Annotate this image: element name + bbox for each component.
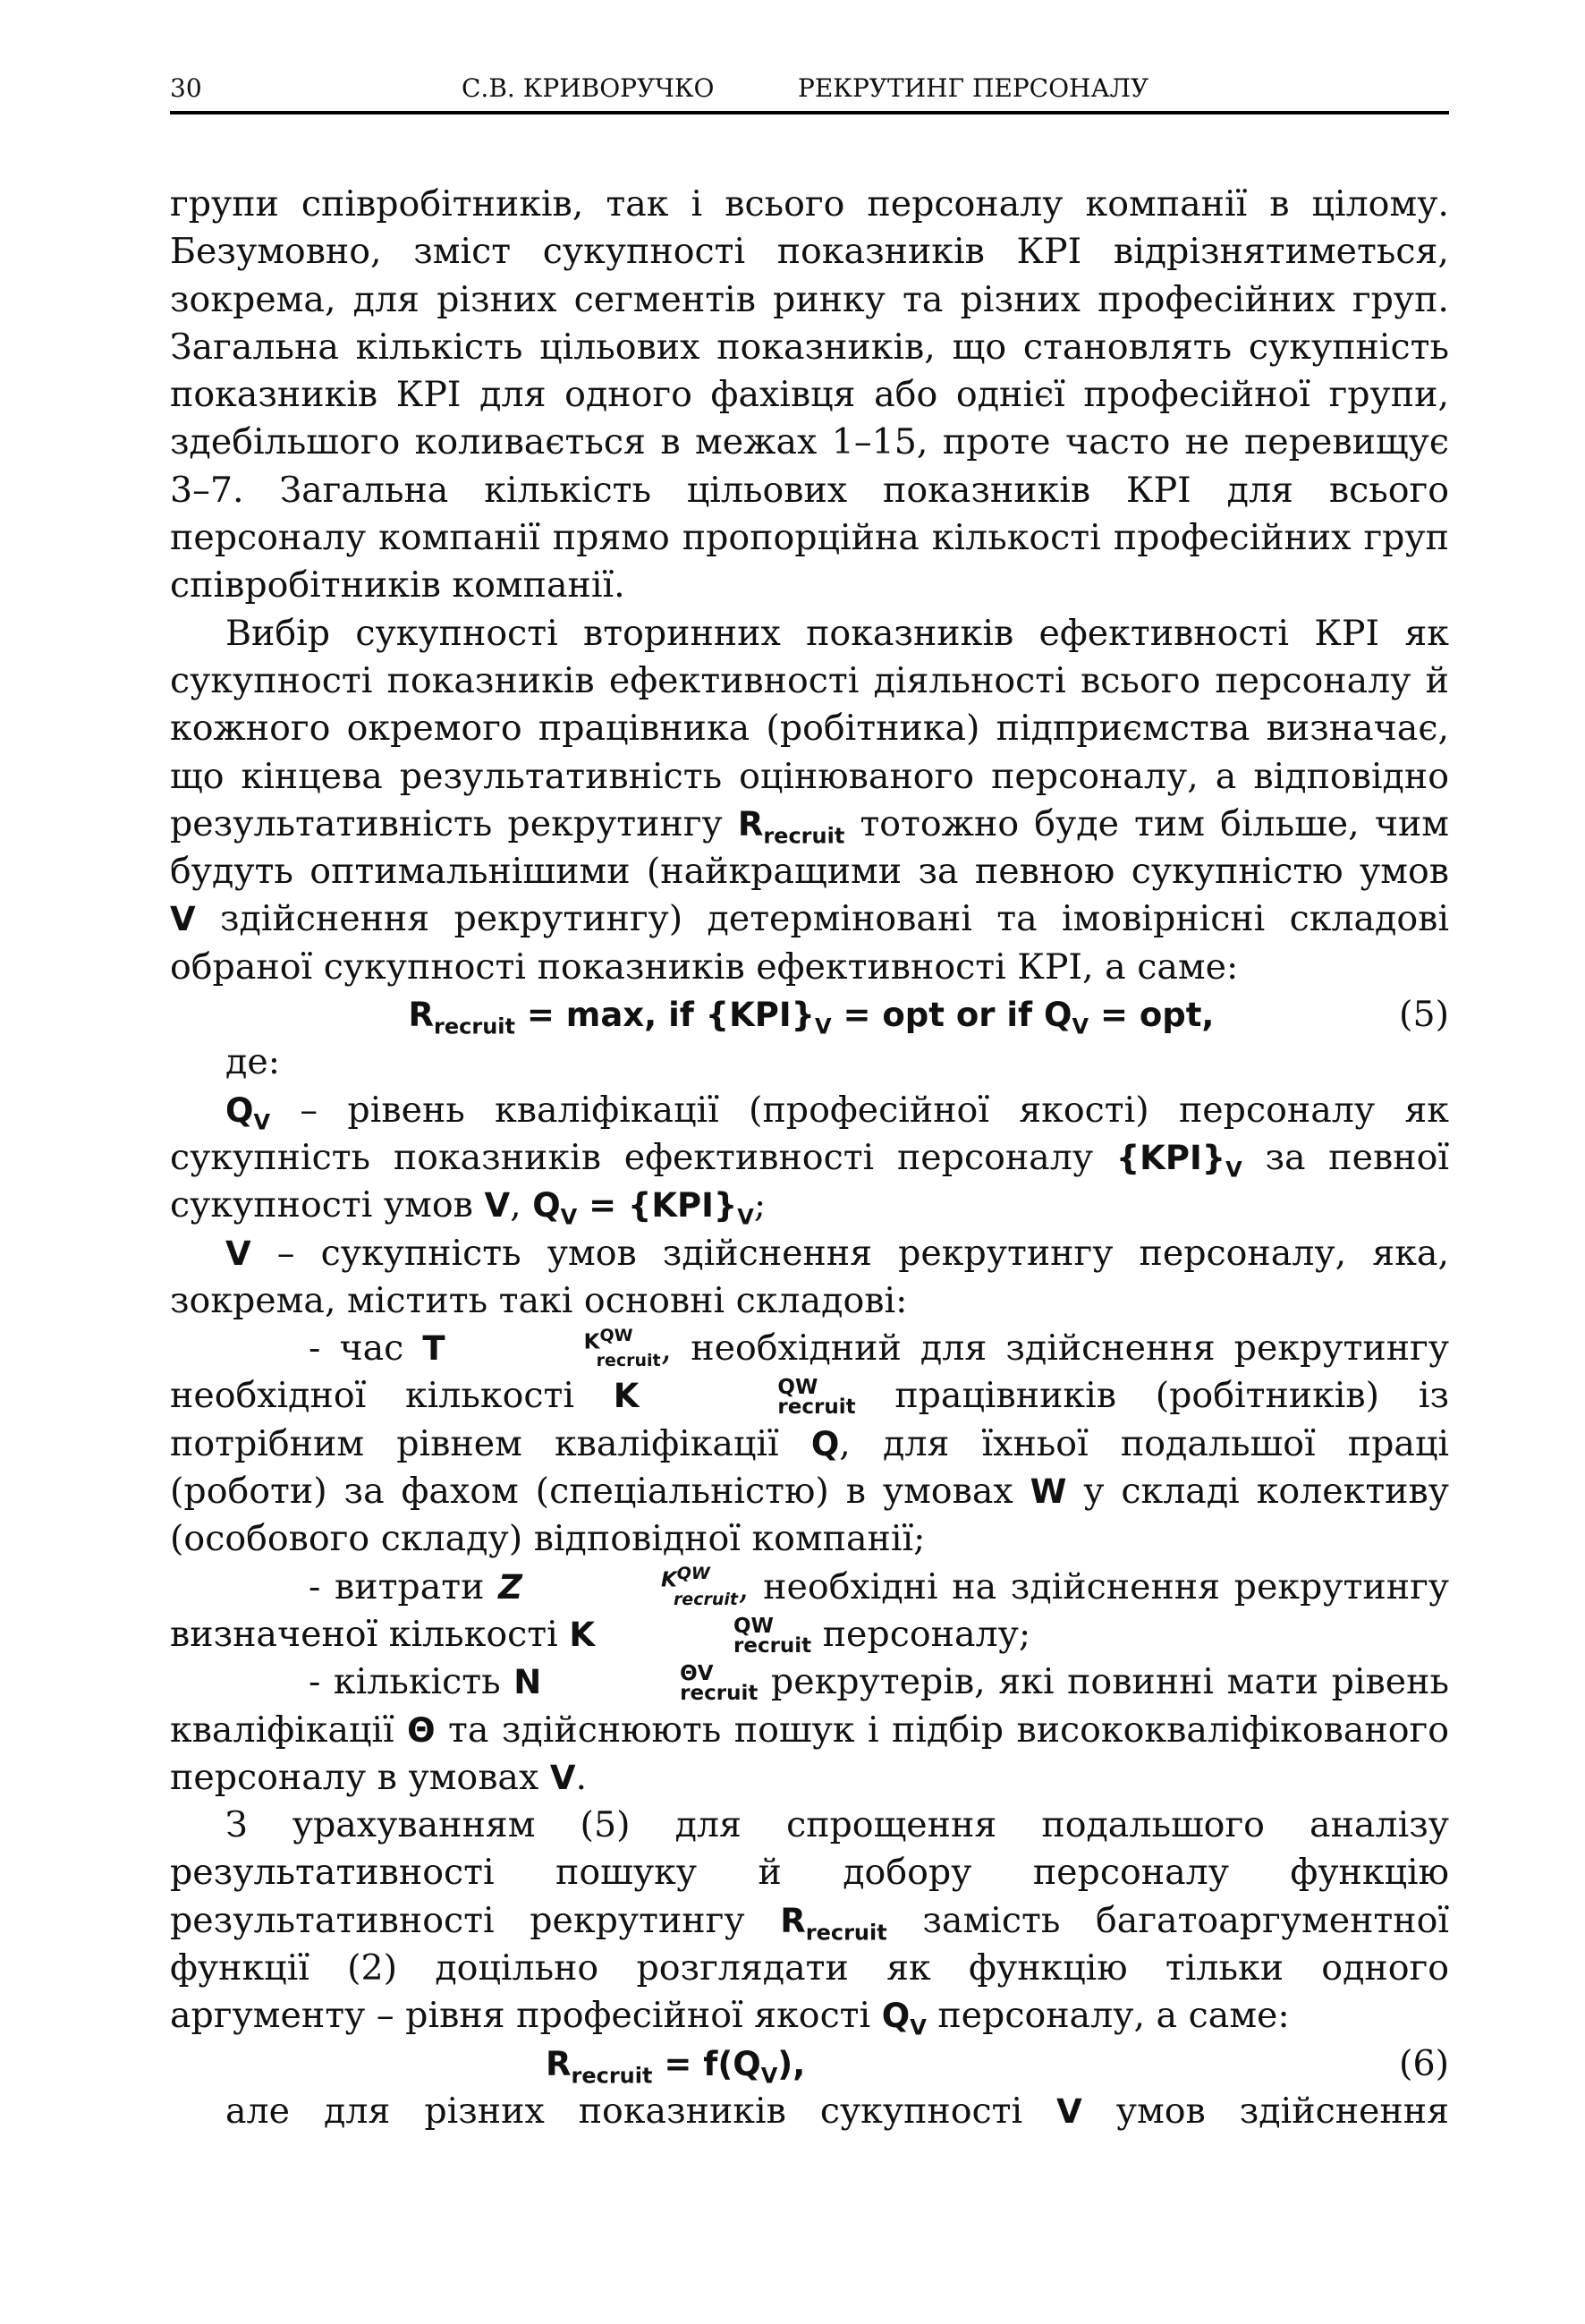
definition-v: V – сукупність умов здійснення рекрутингу персоналу, яка, зокрема, містить такі основні складові:	[170, 1232, 1449, 1321]
equation-6-expression: $R_{recruit} = f(Q_V)$,	[546, 2044, 806, 2088]
list-item-time: - час T $K^{QW}$ recruit , необхідний для здійснення рекрутингу необхідної кількості K QW recruit працівників (робітників) із потрібним рівнем кваліфікації Q, для їхньої подальшої праці (роботи) за фахом (спеціальністю) в умовах W у складі колективу (особового складу) відповідної компанії;	[170, 1325, 1450, 1560]
paragraph-2: Вибір сукупності вторинних показників ефективності КРІ як сукупності показників ефективності діяльності всього персоналу й кожного окремого працівника (робітника) підприємства визначає, що кінцева результативність оцінюваного персоналу, а відповідно результативність рекрутингу $R_{recruit}$ тотожно буде тим більше, чим будуть оптимальнішими (найкращими за певною сукупністю умов V здійснення рекрутингу) детерміновані та імовірнісні складові обраної сукупності показників ефективності КРІ, а саме:	[170, 612, 1450, 988]
definition-q: $Q_V$ – рівень кваліфікації (професійної якості) персоналу як сукупність показників ефективності персоналу $\{KPI\}_V$ за певної сукупності умов V, $Q_V = \{KPI\}_V$;	[170, 1089, 1449, 1230]
header-author: С.В. КРИВОРУЧКО	[462, 73, 715, 103]
list-item-costs: - витрати Z $K^{QW}$ recruit , необхідні на здійснення рекрутингу визначеної кількості K QW recruit персоналу;	[170, 1564, 1450, 1658]
list-item-recruiters: - кількість N ΘV recruit рекрутерів, які повинні мати рівень кваліфікації Θ та здійснюють пошук і підбір висококваліфікованого персоналу в умовах V.	[170, 1661, 1449, 1798]
page-number: 30	[170, 73, 202, 103]
equation-5-number: (5)	[1399, 994, 1449, 1036]
header-book-title: РЕКРУТИНГ ПЕРСОНАЛУ	[798, 73, 1149, 103]
paragraph-3: З урахуванням (5) для спрощення подальшого аналізу результативності пошуку й добору персоналу функцію результативності рекрутингу $R_{recruit}$ замість багатоаргументної функції (2) доцільно розглядати як функцію тільки одного аргументу – рівня професійної якості $Q_V$ персоналу, а саме:	[170, 1804, 1449, 2040]
page-body	[170, 181, 1449, 2135]
where-label: де:	[225, 1041, 281, 1083]
paragraph-1: групи співробітників, так і всього персоналу компанії в цілому. Безумовно, зміст сукупності показників КРІ відрізнятиметься, зокрема, для різних сегментів ринку та різних професійних груп. Загальна кількість цільових показників, що становлять сукупність показників КРІ для одного фахівця або однієї професійної групи, здебільшого коливається в межах 1–15, проте часто не перевищує 3–7. Загальна кількість цільових показників КРІ для всього персоналу компанії прямо пропорційна кількості професійних груп співробітників компанії.	[170, 183, 1449, 606]
paragraph-4: але для різних показників сукупності V умов здійснення	[225, 2090, 1449, 2132]
equation-6-number: (6)	[1399, 2042, 1449, 2084]
equation-5-expression: $R_{recruit} = \max$, if $\{KPI\}_V$ = opt or if $Q_V$ = opt,	[408, 996, 1215, 1039]
v-symbol: V	[170, 900, 196, 939]
running-header	[170, 70, 1449, 115]
equation-6	[170, 2040, 1449, 2088]
equation-5	[170, 991, 1449, 1039]
r-recruit-symbol: $R_{recruit}$	[737, 804, 845, 849]
